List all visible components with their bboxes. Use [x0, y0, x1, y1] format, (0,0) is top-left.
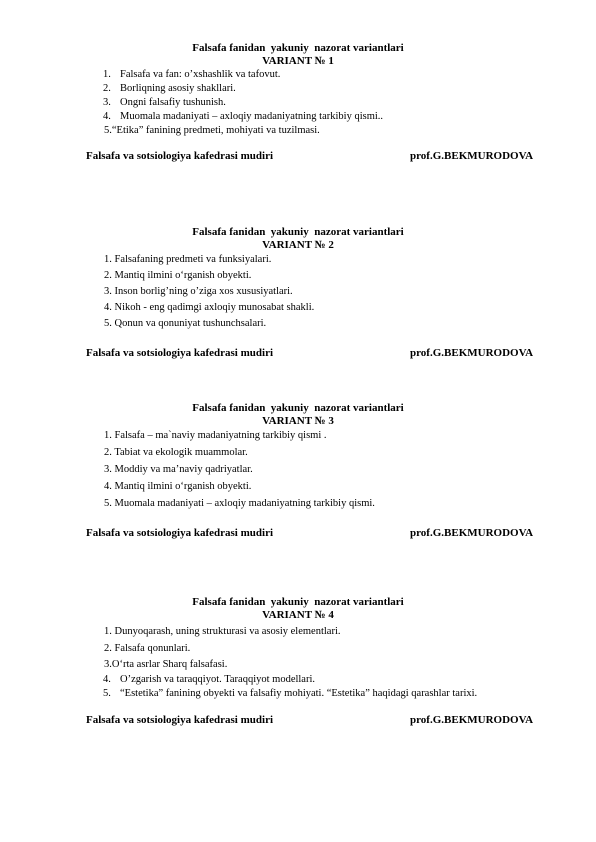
- item-number: 5.: [104, 318, 112, 329]
- item-number: 5.: [104, 125, 112, 136]
- variant-number: VARIANT № 2: [262, 239, 334, 251]
- list-item: [103, 96, 226, 109]
- item-number: 2.: [103, 83, 111, 94]
- list-item: [104, 301, 314, 314]
- footer-department: Falsafa va sotsiologiya kafedrasi mudiri: [86, 527, 274, 539]
- item-number: 4.: [104, 302, 112, 313]
- variant-number: VARIANT № 4: [262, 609, 334, 621]
- item-text: Falsafa qonunlari.: [114, 643, 191, 654]
- list-item: [103, 687, 477, 700]
- footer-signature: prof.G.BEKMURODOVA: [410, 527, 534, 539]
- list-item: [104, 658, 227, 671]
- item-text: Tabiat va ekologik muammolar.: [114, 447, 248, 458]
- item-number: 2.: [104, 643, 112, 654]
- variant-heading: Falsafa fanidan yakuniy nazorat variantlari: [192, 226, 404, 238]
- item-text: O’zgarish va taraqqiyot. Taraqqiyot modellari.: [120, 674, 316, 685]
- item-number: 5.: [103, 688, 111, 699]
- list-item: [103, 673, 315, 686]
- variant-number: VARIANT № 1: [262, 55, 334, 67]
- item-number: 2.: [104, 447, 112, 458]
- variant-number: VARIANT № 3: [262, 415, 334, 427]
- list-item: [103, 82, 236, 95]
- item-text: Falsafaning predmeti va funksiyalari.: [114, 254, 272, 265]
- list-item: [104, 497, 375, 510]
- item-text: “Estetika” fanining obyekti va falsafiy mohiyati. “Estetika” haqidagi qarashlar tarixi.: [120, 688, 478, 699]
- list-item: [104, 429, 327, 442]
- item-number: 4.: [103, 111, 111, 122]
- list-item: [104, 625, 341, 638]
- item-number: 4.: [104, 481, 112, 492]
- item-number: 3.: [103, 97, 111, 108]
- variant-heading: Falsafa fanidan yakuniy nazorat variantlari: [192, 42, 404, 54]
- item-text: Muomala madaniyati – axloqiy madaniyatning tarkibiy qismi.: [114, 498, 375, 509]
- footer-department: Falsafa va sotsiologiya kafedrasi mudiri: [86, 150, 274, 162]
- list-item: [104, 463, 253, 476]
- list-item: [104, 642, 190, 655]
- item-number: 3.: [104, 659, 112, 670]
- item-text: Dunyoqarash, uning strukturasi va asosiy elementlari.: [114, 626, 341, 637]
- list-item: [104, 124, 320, 137]
- variant-heading: Falsafa fanidan yakuniy nazorat variantlari: [192, 596, 404, 608]
- item-text: Mantiq ilmini o‘rganish obyekti.: [114, 270, 252, 281]
- list-item: [103, 110, 383, 123]
- footer-department: Falsafa va sotsiologiya kafedrasi mudiri: [86, 347, 274, 359]
- item-text: Inson borlig’ning o’ziga xos xususiyatlari.: [114, 286, 293, 297]
- item-number: 1.: [104, 626, 112, 637]
- item-text: Muomala madaniyati – axloqiy madaniyatning tarkibiy qismi..: [120, 111, 384, 122]
- item-number: 1.: [103, 69, 111, 80]
- list-item: [104, 285, 293, 298]
- item-text: Moddiy va ma’naviy qadriyatlar.: [114, 464, 253, 475]
- item-text: Falsafa va fan: o’xshashlik va tafovut.: [120, 69, 281, 80]
- item-number: 1.: [104, 254, 112, 265]
- item-text: Ongni falsafiy tushunish.: [120, 97, 226, 108]
- item-text: Qonun va qonuniyat tushunchsalari.: [114, 318, 267, 329]
- item-number: 3.: [104, 286, 112, 297]
- footer-signature: prof.G.BEKMURODOVA: [410, 714, 534, 726]
- list-item: [104, 253, 271, 266]
- list-item: [104, 446, 248, 459]
- list-item: [103, 68, 280, 81]
- item-text: Nikoh - eng qadimgi axloqiy munosabat shakli.: [114, 302, 315, 313]
- list-item: [104, 317, 266, 330]
- item-text: “Etika” fanining predmeti, mohiyati va tuzilmasi.: [111, 125, 320, 136]
- footer-signature: prof.G.BEKMURODOVA: [410, 150, 534, 162]
- item-number: 3.: [104, 464, 112, 475]
- item-text: Borliqning asosiy shakllari.: [120, 83, 236, 94]
- footer-signature: prof.G.BEKMURODOVA: [410, 347, 534, 359]
- item-number: 5.: [104, 498, 112, 509]
- footer-department: Falsafa va sotsiologiya kafedrasi mudiri: [86, 714, 274, 726]
- list-item: [104, 480, 251, 493]
- item-number: 4.: [103, 674, 111, 685]
- item-text: Mantiq ilmini o‘rganish obyekti.: [114, 481, 252, 492]
- item-text: Falsafa – ma`naviy madaniyatning tarkibiy qismi .: [114, 430, 327, 441]
- list-item: [104, 269, 251, 282]
- item-number: 2.: [104, 270, 112, 281]
- item-number: 1.: [104, 430, 112, 441]
- variant-heading: Falsafa fanidan yakuniy nazorat variantlari: [192, 402, 404, 414]
- item-text: O‘rta asrlar Sharq falsafasi.: [111, 659, 228, 670]
